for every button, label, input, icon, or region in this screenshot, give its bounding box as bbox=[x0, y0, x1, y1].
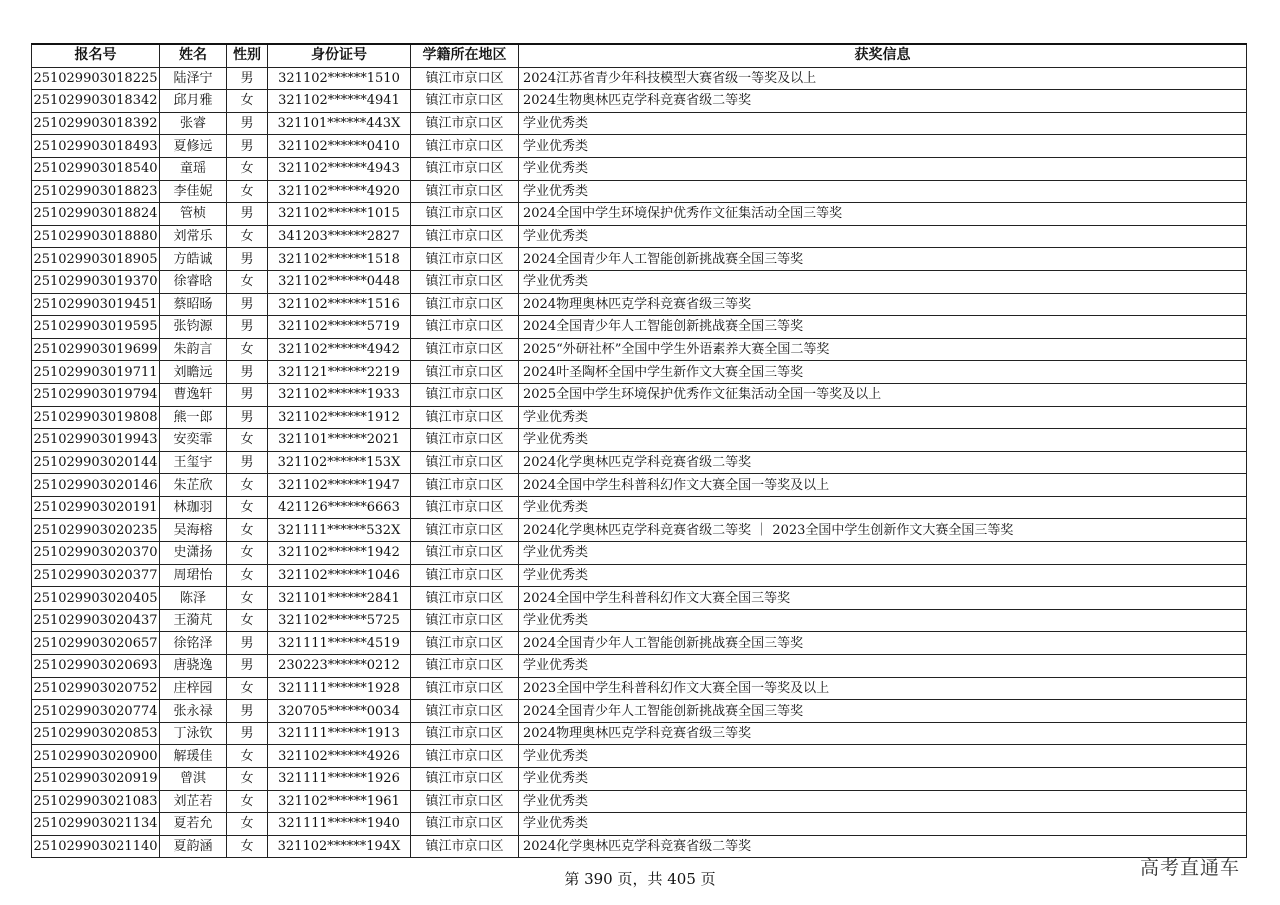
name-cell: 张永禄 bbox=[160, 700, 227, 723]
name-cell: 李佳妮 bbox=[160, 180, 227, 203]
name-cell: 陆泽宁 bbox=[160, 67, 227, 90]
award-cell: 学业优秀类 bbox=[519, 225, 1247, 248]
region-cell: 镇江市京口区 bbox=[411, 677, 519, 700]
gender-cell: 女 bbox=[227, 429, 268, 452]
award-cell: 学业优秀类 bbox=[519, 564, 1247, 587]
table-row bbox=[32, 587, 1247, 610]
id-number-cell: 321102******1518 bbox=[268, 248, 411, 271]
registration-number-cell: 251029903021140 bbox=[32, 835, 160, 858]
name-cell: 朱韵言 bbox=[160, 338, 227, 361]
id-number-cell: 321121******2219 bbox=[268, 361, 411, 384]
gender-cell: 男 bbox=[227, 203, 268, 226]
table-row bbox=[32, 745, 1247, 768]
table-row bbox=[32, 429, 1247, 452]
name-cell: 徐铭泽 bbox=[160, 632, 227, 655]
gender-cell: 女 bbox=[227, 609, 268, 632]
header-region: 学籍所在地区 bbox=[411, 44, 519, 67]
region-cell: 镇江市京口区 bbox=[411, 790, 519, 813]
award-cell: 学业优秀类 bbox=[519, 790, 1247, 813]
region-cell: 镇江市京口区 bbox=[411, 383, 519, 406]
gender-cell: 女 bbox=[227, 677, 268, 700]
gender-cell: 男 bbox=[227, 293, 268, 316]
region-cell: 镇江市京口区 bbox=[411, 90, 519, 113]
registration-number-cell: 251029903020437 bbox=[32, 609, 160, 632]
name-cell: 朱芷欣 bbox=[160, 474, 227, 497]
table-row bbox=[32, 632, 1247, 655]
id-number-cell: 321111******532X bbox=[268, 519, 411, 542]
award-cell: 学业优秀类 bbox=[519, 813, 1247, 836]
id-number-cell: 321101******2841 bbox=[268, 587, 411, 610]
table-row bbox=[32, 700, 1247, 723]
id-number-cell: 321102******4942 bbox=[268, 338, 411, 361]
id-number-cell: 321102******0410 bbox=[268, 135, 411, 158]
award-cell: 2024物理奥林匹克学科竞赛省级三等奖 bbox=[519, 293, 1247, 316]
award-cell: 2024全国中学生科普科幻作文大赛全国一等奖及以上 bbox=[519, 474, 1247, 497]
id-number-cell: 321102******153X bbox=[268, 451, 411, 474]
gender-cell: 女 bbox=[227, 270, 268, 293]
region-cell: 镇江市京口区 bbox=[411, 316, 519, 339]
region-cell: 镇江市京口区 bbox=[411, 813, 519, 836]
gender-cell: 女 bbox=[227, 474, 268, 497]
award-cell: 2024江苏省青少年科技模型大赛省级一等奖及以上 bbox=[519, 67, 1247, 90]
award-cell: 学业优秀类 bbox=[519, 496, 1247, 519]
id-number-cell: 321102******1942 bbox=[268, 542, 411, 565]
table-row bbox=[32, 338, 1247, 361]
name-cell: 夏若允 bbox=[160, 813, 227, 836]
table-row bbox=[32, 383, 1247, 406]
id-number-cell: 321102******1046 bbox=[268, 564, 411, 587]
name-cell: 曾淇 bbox=[160, 768, 227, 791]
id-number-cell: 321111******1926 bbox=[268, 768, 411, 791]
watermark-text: 高考直通车 bbox=[1140, 857, 1241, 879]
award-cell: 学业优秀类 bbox=[519, 429, 1247, 452]
gender-cell: 男 bbox=[227, 700, 268, 723]
region-cell: 镇江市京口区 bbox=[411, 248, 519, 271]
region-cell: 镇江市京口区 bbox=[411, 474, 519, 497]
award-cell: 2024生物奥林匹克学科竞赛省级二等奖 bbox=[519, 90, 1247, 113]
gender-cell: 女 bbox=[227, 519, 268, 542]
region-cell: 镇江市京口区 bbox=[411, 519, 519, 542]
award-cell: 学业优秀类 bbox=[519, 542, 1247, 565]
id-number-cell: 321102******5725 bbox=[268, 609, 411, 632]
region-cell: 镇江市京口区 bbox=[411, 180, 519, 203]
registration-number-cell: 251029903019943 bbox=[32, 429, 160, 452]
name-cell: 解瑗佳 bbox=[160, 745, 227, 768]
gender-cell: 女 bbox=[227, 542, 268, 565]
registration-number-cell: 251029903018823 bbox=[32, 180, 160, 203]
gender-cell: 女 bbox=[227, 790, 268, 813]
table-row bbox=[32, 722, 1247, 745]
registration-number-cell: 251029903020657 bbox=[32, 632, 160, 655]
table-row bbox=[32, 835, 1247, 858]
registration-number-cell: 251029903019808 bbox=[32, 406, 160, 429]
table-row bbox=[32, 813, 1247, 836]
registration-number-cell: 251029903018342 bbox=[32, 90, 160, 113]
id-number-cell: 321102******0448 bbox=[268, 270, 411, 293]
table-row bbox=[32, 609, 1247, 632]
registration-number-cell: 251029903018493 bbox=[32, 135, 160, 158]
award-cell: 2024化学奥林匹克学科竞赛省级二等奖 bbox=[519, 451, 1247, 474]
region-cell: 镇江市京口区 bbox=[411, 293, 519, 316]
award-cell: 2024全国青少年人工智能创新挑战赛全国三等奖 bbox=[519, 316, 1247, 339]
name-cell: 童瑶 bbox=[160, 157, 227, 180]
id-number-cell: 321102******4920 bbox=[268, 180, 411, 203]
registration-number-cell: 251029903020370 bbox=[32, 542, 160, 565]
region-cell: 镇江市京口区 bbox=[411, 768, 519, 791]
registration-number-cell: 251029903020144 bbox=[32, 451, 160, 474]
award-cell: 学业优秀类 bbox=[519, 406, 1247, 429]
registration-number-cell: 251029903020235 bbox=[32, 519, 160, 542]
award-cell: 学业优秀类 bbox=[519, 655, 1247, 678]
table-header bbox=[32, 44, 1247, 67]
award-cell: 学业优秀类 bbox=[519, 180, 1247, 203]
region-cell: 镇江市京口区 bbox=[411, 112, 519, 135]
name-cell: 刘常乐 bbox=[160, 225, 227, 248]
region-cell: 镇江市京口区 bbox=[411, 700, 519, 723]
name-cell: 王漪芃 bbox=[160, 609, 227, 632]
gender-cell: 男 bbox=[227, 112, 268, 135]
table-row bbox=[32, 542, 1247, 565]
table-row bbox=[32, 768, 1247, 791]
gender-cell: 男 bbox=[227, 248, 268, 271]
award-cell: 2024全国中学生科普科幻作文大赛全国三等奖 bbox=[519, 587, 1247, 610]
award-cell: 学业优秀类 bbox=[519, 609, 1247, 632]
header-award-info: 获奖信息 bbox=[519, 44, 1247, 67]
gender-cell: 女 bbox=[227, 768, 268, 791]
region-cell: 镇江市京口区 bbox=[411, 361, 519, 384]
gender-cell: 男 bbox=[227, 722, 268, 745]
gender-cell: 女 bbox=[227, 90, 268, 113]
name-cell: 陈泽 bbox=[160, 587, 227, 610]
id-number-cell: 321111******1940 bbox=[268, 813, 411, 836]
registration-number-cell: 251029903020919 bbox=[32, 768, 160, 791]
award-cell: 学业优秀类 bbox=[519, 745, 1247, 768]
region-cell: 镇江市京口区 bbox=[411, 67, 519, 90]
table-row bbox=[32, 519, 1247, 542]
name-cell: 吴海榕 bbox=[160, 519, 227, 542]
region-cell: 镇江市京口区 bbox=[411, 203, 519, 226]
id-number-cell: 321111******1913 bbox=[268, 722, 411, 745]
registration-number-cell: 251029903019794 bbox=[32, 383, 160, 406]
id-number-cell: 321102******1015 bbox=[268, 203, 411, 226]
id-number-cell: 321102******1933 bbox=[268, 383, 411, 406]
award-cell: 学业优秀类 bbox=[519, 135, 1247, 158]
region-cell: 镇江市京口区 bbox=[411, 451, 519, 474]
registration-number-cell: 251029903020900 bbox=[32, 745, 160, 768]
award-table bbox=[31, 43, 1247, 858]
registration-number-cell: 251029903020377 bbox=[32, 564, 160, 587]
registration-number-cell: 251029903019451 bbox=[32, 293, 160, 316]
table-row bbox=[32, 248, 1247, 271]
header-name: 姓名 bbox=[160, 44, 227, 67]
header-row bbox=[32, 44, 1247, 67]
registration-number-cell: 251029903020774 bbox=[32, 700, 160, 723]
registration-number-cell: 251029903018905 bbox=[32, 248, 160, 271]
header-gender: 性别 bbox=[227, 44, 268, 67]
gender-cell: 女 bbox=[227, 496, 268, 519]
id-number-cell: 321101******2021 bbox=[268, 429, 411, 452]
id-number-cell: 421126******6663 bbox=[268, 496, 411, 519]
gender-cell: 男 bbox=[227, 361, 268, 384]
id-number-cell: 321102******4926 bbox=[268, 745, 411, 768]
region-cell: 镇江市京口区 bbox=[411, 542, 519, 565]
id-number-cell: 230223******0212 bbox=[268, 655, 411, 678]
name-cell: 邱月雅 bbox=[160, 90, 227, 113]
gender-cell: 女 bbox=[227, 587, 268, 610]
name-cell: 王玺宇 bbox=[160, 451, 227, 474]
registration-number-cell: 251029903019711 bbox=[32, 361, 160, 384]
id-number-cell: 341203******2827 bbox=[268, 225, 411, 248]
registration-number-cell: 251029903018824 bbox=[32, 203, 160, 226]
gender-cell: 女 bbox=[227, 157, 268, 180]
name-cell: 安奕霏 bbox=[160, 429, 227, 452]
registration-number-cell: 251029903020752 bbox=[32, 677, 160, 700]
registration-number-cell: 251029903019595 bbox=[32, 316, 160, 339]
registration-number-cell: 251029903019370 bbox=[32, 270, 160, 293]
id-number-cell: 320705******0034 bbox=[268, 700, 411, 723]
gender-cell: 男 bbox=[227, 135, 268, 158]
region-cell: 镇江市京口区 bbox=[411, 157, 519, 180]
gender-cell: 男 bbox=[227, 451, 268, 474]
region-cell: 镇江市京口区 bbox=[411, 429, 519, 452]
award-cell: 2024化学奥林匹克学科竞赛省级二等奖 ｜ 2023全国中学生创新作文大赛全国三等奖 bbox=[519, 519, 1247, 542]
registration-number-cell: 251029903020693 bbox=[32, 655, 160, 678]
table-row bbox=[32, 203, 1247, 226]
award-cell: 学业优秀类 bbox=[519, 112, 1247, 135]
registration-number-cell: 251029903018540 bbox=[32, 157, 160, 180]
award-cell: 2024物理奥林匹克学科竞赛省级三等奖 bbox=[519, 722, 1247, 745]
page-number: 第 390 页，共 405 页 bbox=[564, 870, 716, 888]
name-cell: 张睿 bbox=[160, 112, 227, 135]
name-cell: 夏韵涵 bbox=[160, 835, 227, 858]
name-cell: 刘芷若 bbox=[160, 790, 227, 813]
table-row bbox=[32, 361, 1247, 384]
award-cell: 学业优秀类 bbox=[519, 270, 1247, 293]
table-row bbox=[32, 270, 1247, 293]
id-number-cell: 321102******1912 bbox=[268, 406, 411, 429]
award-cell: 2024全国青少年人工智能创新挑战赛全国三等奖 bbox=[519, 248, 1247, 271]
region-cell: 镇江市京口区 bbox=[411, 135, 519, 158]
gender-cell: 女 bbox=[227, 835, 268, 858]
id-number-cell: 321102******1516 bbox=[268, 293, 411, 316]
registration-number-cell: 251029903018392 bbox=[32, 112, 160, 135]
table-row bbox=[32, 655, 1247, 678]
table-row bbox=[32, 451, 1247, 474]
id-number-cell: 321102******194X bbox=[268, 835, 411, 858]
award-cell: 2024全国青少年人工智能创新挑战赛全国三等奖 bbox=[519, 700, 1247, 723]
region-cell: 镇江市京口区 bbox=[411, 609, 519, 632]
name-cell: 夏修远 bbox=[160, 135, 227, 158]
table-row bbox=[32, 112, 1247, 135]
registration-number-cell: 251029903020853 bbox=[32, 722, 160, 745]
award-cell: 2024全国青少年人工智能创新挑战赛全国三等奖 bbox=[519, 632, 1247, 655]
gender-cell: 女 bbox=[227, 338, 268, 361]
table-row bbox=[32, 474, 1247, 497]
registration-number-cell: 251029903021134 bbox=[32, 813, 160, 836]
table-row bbox=[32, 496, 1247, 519]
region-cell: 镇江市京口区 bbox=[411, 496, 519, 519]
table-row bbox=[32, 677, 1247, 700]
region-cell: 镇江市京口区 bbox=[411, 745, 519, 768]
region-cell: 镇江市京口区 bbox=[411, 587, 519, 610]
award-cell: 2025“外研社杯”全国中学生外语素养大赛全国二等奖 bbox=[519, 338, 1247, 361]
id-number-cell: 321102******1510 bbox=[268, 67, 411, 90]
name-cell: 熊一郎 bbox=[160, 406, 227, 429]
registration-number-cell: 251029903018225 bbox=[32, 67, 160, 90]
award-cell: 2024全国中学生环境保护优秀作文征集活动全国三等奖 bbox=[519, 203, 1247, 226]
name-cell: 蔡昭旸 bbox=[160, 293, 227, 316]
name-cell: 曹逸轩 bbox=[160, 383, 227, 406]
registration-number-cell: 251029903018880 bbox=[32, 225, 160, 248]
id-number-cell: 321102******1947 bbox=[268, 474, 411, 497]
region-cell: 镇江市京口区 bbox=[411, 655, 519, 678]
registration-number-cell: 251029903020191 bbox=[32, 496, 160, 519]
region-cell: 镇江市京口区 bbox=[411, 722, 519, 745]
region-cell: 镇江市京口区 bbox=[411, 835, 519, 858]
id-number-cell: 321102******1961 bbox=[268, 790, 411, 813]
table-row bbox=[32, 67, 1247, 90]
table-row bbox=[32, 406, 1247, 429]
name-cell: 庄梓园 bbox=[160, 677, 227, 700]
gender-cell: 女 bbox=[227, 745, 268, 768]
award-cell: 学业优秀类 bbox=[519, 768, 1247, 791]
award-cell: 2024叶圣陶杯全国中学生新作文大赛全国三等奖 bbox=[519, 361, 1247, 384]
name-cell: 丁泳钦 bbox=[160, 722, 227, 745]
table-row bbox=[32, 225, 1247, 248]
name-cell: 刘瞻远 bbox=[160, 361, 227, 384]
header-id-number: 身份证号 bbox=[268, 44, 411, 67]
id-number-cell: 321102******5719 bbox=[268, 316, 411, 339]
gender-cell: 女 bbox=[227, 225, 268, 248]
table-row bbox=[32, 180, 1247, 203]
name-cell: 林珈羽 bbox=[160, 496, 227, 519]
region-cell: 镇江市京口区 bbox=[411, 338, 519, 361]
id-number-cell: 321111******1928 bbox=[268, 677, 411, 700]
gender-cell: 女 bbox=[227, 180, 268, 203]
table-row bbox=[32, 157, 1247, 180]
gender-cell: 女 bbox=[227, 813, 268, 836]
name-cell: 方皓诚 bbox=[160, 248, 227, 271]
gender-cell: 男 bbox=[227, 67, 268, 90]
id-number-cell: 321111******4519 bbox=[268, 632, 411, 655]
registration-number-cell: 251029903019699 bbox=[32, 338, 160, 361]
name-cell: 周珺怡 bbox=[160, 564, 227, 587]
table-row bbox=[32, 293, 1247, 316]
award-cell: 学业优秀类 bbox=[519, 157, 1247, 180]
region-cell: 镇江市京口区 bbox=[411, 632, 519, 655]
gender-cell: 男 bbox=[227, 316, 268, 339]
name-cell: 徐睿晗 bbox=[160, 270, 227, 293]
name-cell: 张钧源 bbox=[160, 316, 227, 339]
registration-number-cell: 251029903020405 bbox=[32, 587, 160, 610]
table-row bbox=[32, 90, 1247, 113]
gender-cell: 男 bbox=[227, 406, 268, 429]
table-body bbox=[32, 67, 1247, 858]
gender-cell: 男 bbox=[227, 655, 268, 678]
table-row bbox=[32, 790, 1247, 813]
gender-cell: 女 bbox=[227, 564, 268, 587]
award-cell: 2024化学奥林匹克学科竞赛省级二等奖 bbox=[519, 835, 1247, 858]
table-row bbox=[32, 564, 1247, 587]
name-cell: 管桢 bbox=[160, 203, 227, 226]
region-cell: 镇江市京口区 bbox=[411, 564, 519, 587]
region-cell: 镇江市京口区 bbox=[411, 225, 519, 248]
id-number-cell: 321101******443X bbox=[268, 112, 411, 135]
registration-number-cell: 251029903020146 bbox=[32, 474, 160, 497]
header-registration-number: 报名号 bbox=[32, 44, 160, 67]
name-cell: 唐骁逸 bbox=[160, 655, 227, 678]
name-cell: 史潇扬 bbox=[160, 542, 227, 565]
gender-cell: 男 bbox=[227, 632, 268, 655]
award-cell: 2025全国中学生环境保护优秀作文征集活动全国一等奖及以上 bbox=[519, 383, 1247, 406]
registration-number-cell: 251029903021083 bbox=[32, 790, 160, 813]
id-number-cell: 321102******4943 bbox=[268, 157, 411, 180]
region-cell: 镇江市京口区 bbox=[411, 270, 519, 293]
table-row bbox=[32, 316, 1247, 339]
region-cell: 镇江市京口区 bbox=[411, 406, 519, 429]
id-number-cell: 321102******4941 bbox=[268, 90, 411, 113]
table-row bbox=[32, 135, 1247, 158]
award-cell: 2023全国中学生科普科幻作文大赛全国一等奖及以上 bbox=[519, 677, 1247, 700]
gender-cell: 男 bbox=[227, 383, 268, 406]
